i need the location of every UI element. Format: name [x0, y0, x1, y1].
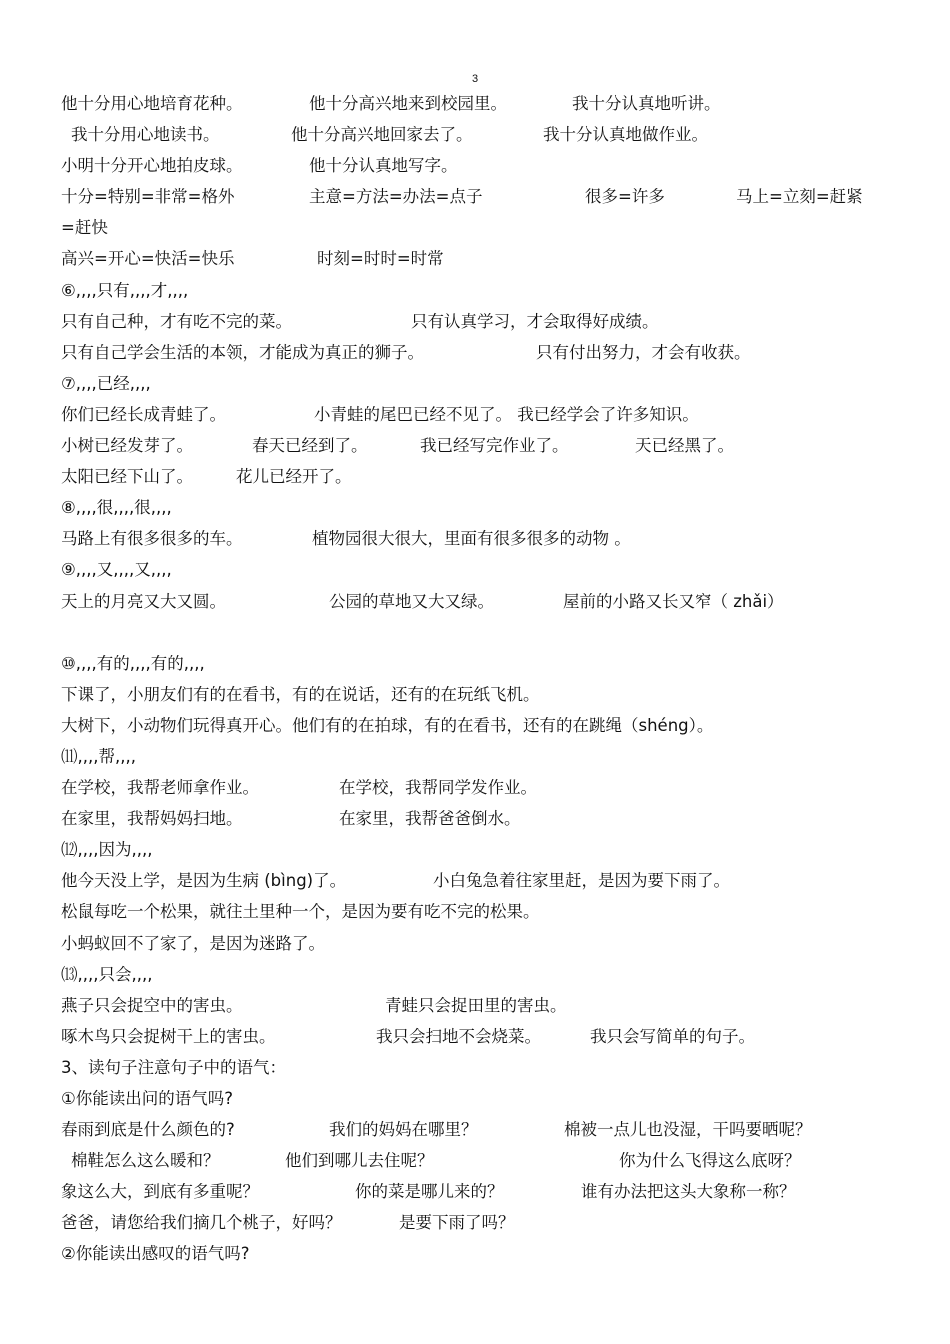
sentence: ②你能读出感叹的语气吗? — [61, 1244, 250, 1264]
sentence: 松鼠每吃一个松果，就往土里种一个，是因为要有吃不完的松果。 — [61, 902, 540, 922]
text-line — [61, 275, 911, 306]
sentence: ⑾,,,,帮,,,, — [61, 746, 136, 766]
sentence: 在家里，我帮爸爸倒水。 — [339, 809, 521, 829]
sentence: 他十分认真地写字。 — [309, 156, 458, 176]
text-line — [61, 1021, 911, 1052]
sentence: 小青蛙的尾巴已经不见了。 我已经学会了许多知识。 — [314, 404, 699, 424]
sentence: ⑿,,,,因为,,,, — [61, 840, 153, 860]
text-line — [61, 554, 911, 585]
sentence: 象这么大，到底有多重呢？ — [61, 1182, 259, 1202]
sentence: 马路上有很多很多的车。 — [61, 529, 243, 549]
sentence: 燕子只会捉空中的害虫。 — [61, 995, 243, 1015]
sentence: 在学校，我帮老师拿作业。 — [61, 778, 259, 798]
sentence: 我们的妈妈在哪里？ — [329, 1120, 478, 1140]
sentence: 春雨到底是什么颜色的? — [61, 1120, 235, 1140]
sentence: 只有付出努力，才会有收获。 — [536, 342, 751, 362]
text-line — [61, 523, 911, 554]
text-line — [61, 88, 911, 119]
sentence: 我十分认真地做作业。 — [543, 125, 708, 145]
sentence: 十分=特别=非常=格外 — [61, 187, 235, 207]
sentence: 棉鞋怎么这么暖和？ — [71, 1151, 220, 1171]
sentence: =赶快 — [61, 218, 108, 238]
text-line — [61, 368, 911, 399]
sentence: 主意=方法=办法=点子 — [309, 187, 483, 207]
text-line — [61, 803, 911, 834]
text-line — [61, 119, 911, 150]
text-line — [61, 1238, 911, 1269]
text-line — [61, 1083, 911, 1114]
sentence: 很多=许多 — [585, 187, 665, 207]
sentence: 你的菜是哪儿来的？ — [355, 1182, 504, 1202]
sentence: 小明十分开心地拍皮球。 — [61, 156, 243, 176]
sentence: 是要下雨了吗？ — [399, 1213, 515, 1233]
sentence: 马上=立刻=赶紧 — [736, 187, 863, 207]
sentence: 他十分高兴地回家去了。 — [291, 125, 473, 145]
sentence: 天上的月亮又大又圆。 — [61, 591, 226, 611]
text-line — [61, 741, 911, 772]
text-line — [61, 337, 911, 368]
sentence: 我只会写简单的句子。 — [590, 1026, 755, 1046]
text-line — [61, 461, 911, 492]
text-line — [61, 586, 911, 617]
text-line — [61, 928, 911, 959]
sentence: 花儿已经开了。 — [236, 467, 352, 487]
sentence: ⑨,,,,又,,,,又,,,, — [61, 560, 172, 580]
sentence: 小树已经发芽了。 — [61, 436, 193, 456]
text-line — [61, 1207, 911, 1238]
text-line — [61, 306, 911, 337]
sentence: 我只会扫地不会烧菜。 — [376, 1026, 541, 1046]
sentence: 公园的草地又大又绿。 — [329, 591, 494, 611]
text-line — [61, 1052, 911, 1083]
sentence: 他十分高兴地来到校园里。 — [309, 94, 507, 113]
sentence: ⒀,,,,只会,,,, — [61, 964, 153, 984]
sentence: 小蚂蚁回不了家了，是因为迷路了。 — [61, 933, 325, 953]
sentence: 我十分认真地听讲。 — [572, 94, 721, 113]
sentence: ⑩,,,,有的,,,,有的,,,, — [61, 653, 205, 673]
text-line — [61, 648, 911, 679]
sentence: 天已经黑了。 — [635, 436, 734, 456]
blank-line — [61, 617, 911, 648]
sentence: 啄木鸟只会捉树干上的害虫。 — [61, 1026, 276, 1046]
sentence: ⑦,,,,已经,,,, — [61, 373, 151, 393]
sentence: 青蛙只会捉田里的害虫。 — [385, 995, 567, 1015]
text-line — [61, 772, 911, 803]
sentence: ⑧,,,,很,,,,很,,,, — [61, 498, 172, 518]
sentence: 谁有办法把这头大象称一称？ — [581, 1182, 796, 1202]
text-line — [61, 1114, 911, 1145]
sentence: 我已经写完作业了。 — [420, 436, 569, 456]
sentence: ①你能读出问的语气吗? — [61, 1089, 234, 1108]
sentence: 他十分用心地培育花种。 — [61, 94, 243, 113]
text-line — [61, 896, 911, 927]
sentence: 他们到哪儿去住呢？ — [285, 1151, 434, 1171]
text-line — [61, 865, 911, 896]
sentence: 在学校，我帮同学发作业。 — [339, 778, 537, 798]
sentence: 小白兔急着往家里赶，是因为要下雨了。 — [433, 871, 730, 891]
text-line — [61, 243, 911, 274]
text-line — [61, 679, 911, 710]
sentence: 我十分用心地读书。 — [71, 125, 220, 145]
sentence: ⑥,,,,只有,,,,才,,,, — [61, 280, 189, 300]
text-line — [61, 399, 911, 430]
sentence: 棉被一点儿也没湿，干吗要晒呢？ — [564, 1120, 812, 1140]
sentence: 只有自己学会生活的本领，才能成为真正的狮子。 — [61, 342, 424, 362]
text-line — [61, 1176, 911, 1207]
text-line — [61, 150, 911, 181]
sentence: 太阳已经下山了。 — [61, 467, 193, 487]
sentence: 时刻=时时=时常 — [317, 249, 444, 269]
text-line — [61, 430, 911, 461]
sentence: 屋前的小路又长又窄（ zhǎi） — [563, 591, 784, 611]
text-line — [61, 492, 911, 523]
sentence: 3、读句子注意句子中的语气： — [61, 1057, 286, 1077]
sentence: 他今天没上学，是因为生病 (bìng)了。 — [61, 871, 347, 891]
text-line — [61, 212, 911, 243]
text-line — [61, 181, 911, 212]
text-line — [61, 1145, 911, 1176]
sentence: 植物园很大很大，里面有很多很多的动物 。 — [312, 529, 631, 549]
sentence: 你为什么飞得这么底呀？ — [619, 1151, 801, 1171]
sentence: 只有认真学习，才会取得好成绩。 — [411, 311, 659, 331]
sentence: 爸爸，请您给我们摘几个桃子，好吗？ — [61, 1213, 342, 1233]
text-line — [61, 834, 911, 865]
page-number: 3 — [471, 73, 479, 85]
sentence: 在家里，我帮妈妈扫地。 — [61, 809, 243, 829]
text-line — [61, 959, 911, 990]
document-body — [61, 88, 911, 1270]
text-line — [61, 710, 911, 741]
sentence: 你们已经长成青蛙了。 — [61, 404, 226, 424]
text-line — [61, 990, 911, 1021]
sentence: 高兴=开心=快活=快乐 — [61, 249, 235, 269]
sentence: 春天已经到了。 — [252, 436, 368, 456]
sentence: 只有自己种，才有吃不完的菜。 — [61, 311, 292, 331]
sentence: 下课了，小朋友们有的在看书，有的在说话，还有的在玩纸飞机。 — [61, 684, 540, 704]
sentence: 大树下，小动物们玩得真开心。他们有的在拍球，有的在看书，还有的在跳绳（shéng）。 — [61, 715, 714, 735]
